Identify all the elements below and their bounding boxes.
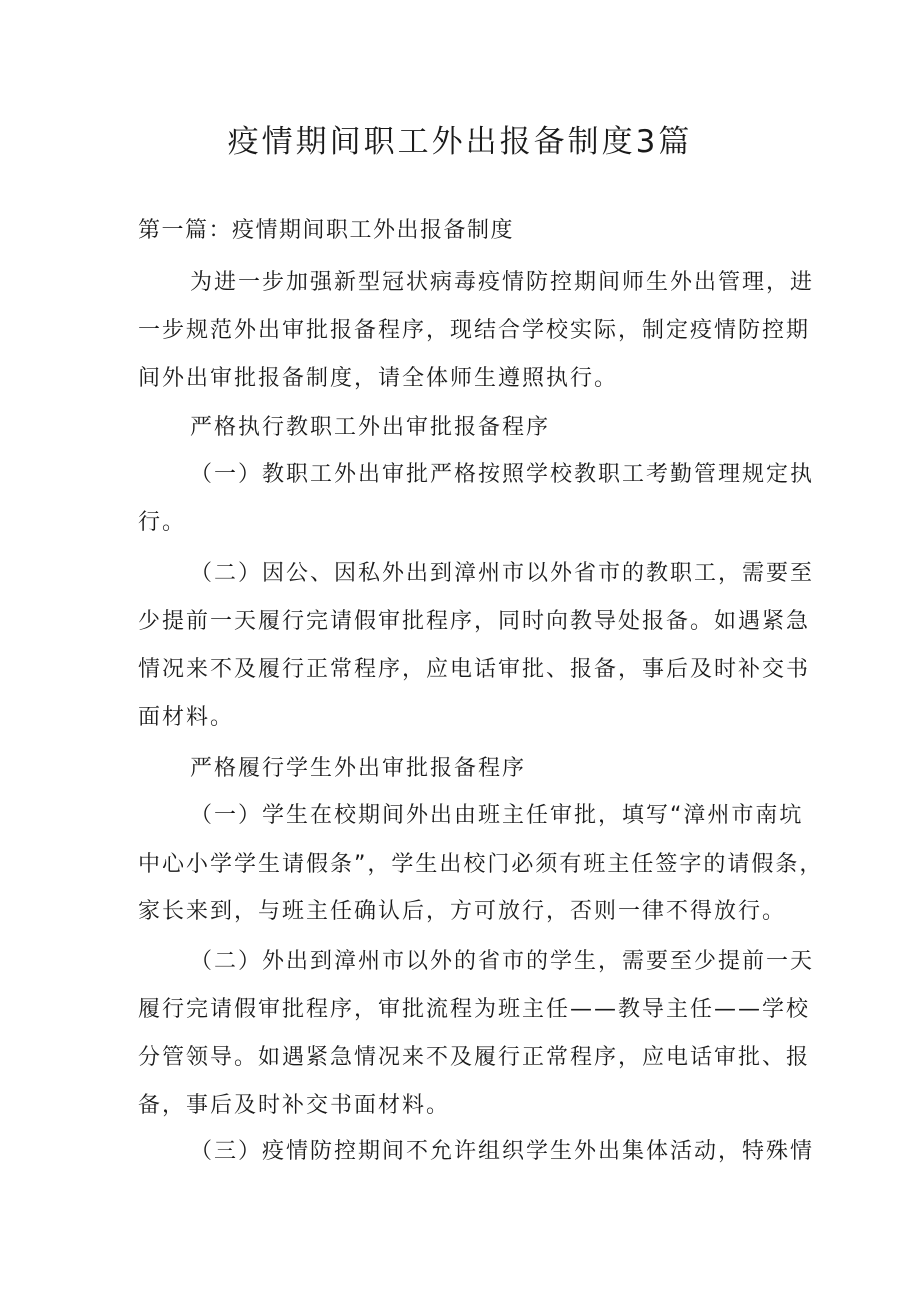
paragraph-line: 面材料。: [138, 705, 235, 730]
paragraph-line: 家长来到，与班主任确认后，方可放行，否则一律不得放行。: [138, 899, 787, 924]
document-title: 疫情期间职工外出报备制度3篇: [227, 124, 693, 160]
paragraph-line: 为进一步加强新型冠状病毒疫情防控期间师生外出管理，进: [190, 270, 815, 295]
paragraph-line: 少提前一天履行完请假审批程序，同时向教导处报备。如遇紧急: [138, 609, 811, 634]
paragraph-line: 间外出审批报备制度，请全体师生遵照执行。: [138, 366, 619, 391]
paragraph-line: 履行完请假审批程序，审批流程为班主任——教导主任——学校: [138, 997, 811, 1022]
subheading-line: 严格执行教职工外出审批报备程序: [190, 415, 551, 440]
paragraph-line: 行。: [138, 510, 187, 535]
paragraph-line: （一）教职工外出审批严格按照学校教职工考勤管理规定执: [190, 462, 815, 487]
paragraph-line: （二）因公、因私外出到漳州市以外省市的教职工，需要至: [190, 561, 815, 586]
paragraph-line: 中心小学学生请假条”，学生出校门必须有班主任签字的请假条，: [138, 852, 824, 877]
paragraph-line: 分管领导。如遇紧急情况来不及履行正常程序，应电话审批、报: [138, 1045, 811, 1070]
subheading-line: 严格履行学生外出审批报备程序: [190, 756, 527, 781]
paragraph-line: 情况来不及履行正常程序，应电话审批、报备，事后及时补交书: [138, 657, 811, 682]
paragraph-line: 一步规范外出审批报备程序，现结合学校实际，制定疫情防控期: [138, 318, 811, 343]
paragraph-line: （一）学生在校期间外出由班主任审批，填写“漳州市南坑: [190, 803, 804, 828]
paragraph-line: 备，事后及时补交书面材料。: [138, 1093, 451, 1118]
paragraph-line: （三）疫情防控期间不允许组织学生外出集体活动，特殊情: [190, 1139, 815, 1164]
paragraph-line: （二）外出到漳州市以外的省市的学生，需要至少提前一天: [190, 949, 815, 974]
section-heading: 第一篇：疫情期间职工外出报备制度: [138, 218, 515, 243]
